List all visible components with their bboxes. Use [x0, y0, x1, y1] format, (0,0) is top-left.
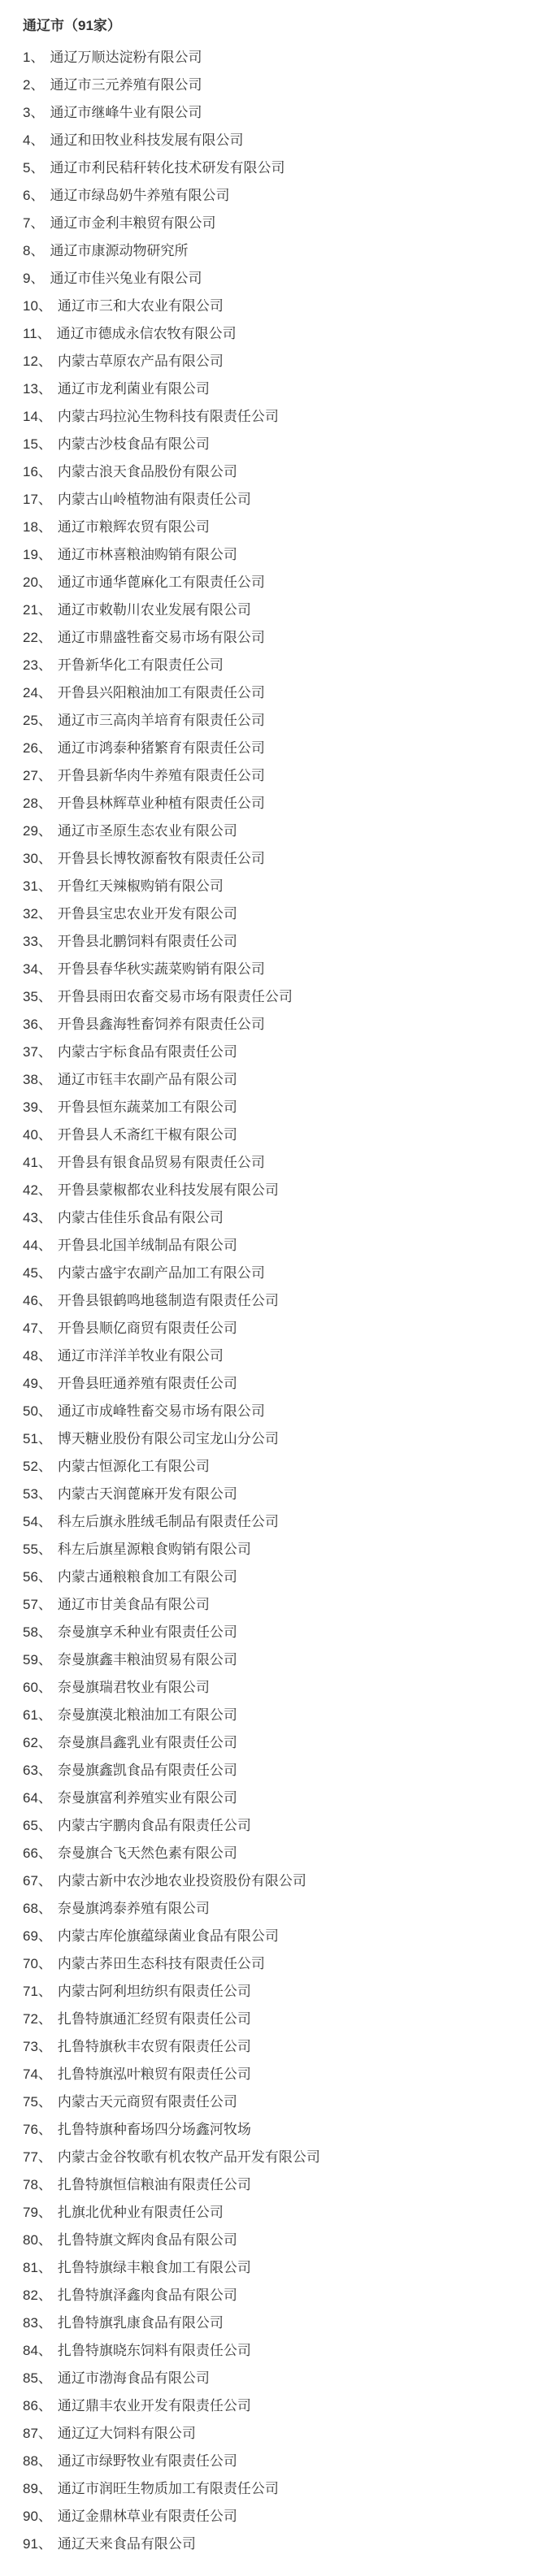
list-item [23, 2503, 530, 2530]
item-number: 36、 [23, 1017, 52, 1032]
item-number: 64、 [23, 1790, 52, 1806]
list-item [23, 596, 530, 624]
list-item [23, 1453, 530, 1481]
item-number: 65、 [23, 1818, 52, 1833]
item-number: 81、 [23, 2260, 52, 2275]
company-name: 通辽市康源动物研究所 [50, 243, 189, 258]
item-number: 25、 [23, 713, 52, 728]
item-number: 38、 [23, 1072, 52, 1087]
list-item [23, 624, 530, 652]
list-item [23, 2254, 530, 2282]
company-name: 扎鲁特旗文辉肉食品有限公司 [57, 2232, 237, 2248]
item-number: 49、 [23, 1376, 52, 1391]
item-number: 66、 [23, 1845, 52, 1861]
company-name: 通辽市龙利菌业有限公司 [57, 381, 210, 397]
item-number: 8、 [23, 243, 45, 258]
list-item [23, 1702, 530, 1729]
list-item [23, 2227, 530, 2254]
item-number: 7、 [23, 215, 45, 231]
item-number: 86、 [23, 2398, 52, 2413]
list-item [23, 2282, 530, 2309]
item-number: 14、 [23, 409, 52, 424]
item-number: 23、 [23, 657, 52, 673]
list-item [23, 652, 530, 679]
company-name: 内蒙古库伦旗蕴绿菌业食品有限公司 [57, 1928, 279, 1944]
list-item [23, 956, 530, 983]
item-number: 31、 [23, 878, 52, 894]
item-number: 32、 [23, 906, 52, 922]
company-name: 内蒙古山岭植物油有限责任公司 [57, 492, 251, 507]
company-name: 内蒙古盛宇农副产品加工有限公司 [57, 1265, 265, 1281]
list-item [23, 2144, 530, 2171]
item-number: 44、 [23, 1238, 52, 1253]
company-name: 奈曼旗富利养殖实业有限公司 [57, 1790, 237, 1806]
item-number: 5、 [23, 160, 45, 176]
item-number: 2、 [23, 77, 45, 93]
item-number: 69、 [23, 1928, 52, 1944]
list-item [23, 1591, 530, 1619]
list-item [23, 1232, 530, 1260]
company-name: 内蒙古玛拉沁生物科技有限责任公司 [57, 409, 279, 424]
item-number: 22、 [23, 630, 52, 645]
company-list [23, 44, 530, 2558]
item-number: 87、 [23, 2426, 52, 2441]
list-item [23, 99, 530, 127]
list-item [23, 1260, 530, 1287]
item-number: 73、 [23, 2039, 52, 2054]
list-item [23, 2171, 530, 2199]
list-item [23, 2006, 530, 2033]
list-item [23, 514, 530, 541]
item-number: 13、 [23, 381, 52, 397]
company-name: 内蒙古浪天食品股份有限公司 [57, 464, 237, 479]
item-number: 48、 [23, 1348, 52, 1364]
company-name: 扎鲁特旗泽鑫肉食品有限公司 [57, 2288, 237, 2303]
company-name: 扎鲁特旗泓叶粮贸有限责任公司 [57, 2066, 251, 2082]
list-item [23, 1315, 530, 1342]
list-item [23, 1619, 530, 1646]
company-name: 开鲁县雨田农畜交易市场有限责任公司 [57, 989, 293, 1004]
item-number: 35、 [23, 989, 52, 1004]
company-name: 通辽市鼎盛牲畜交易市场有限公司 [57, 630, 265, 645]
item-number: 72、 [23, 2011, 52, 2027]
list-item [23, 1950, 530, 1978]
company-name: 内蒙古恒源化工有限公司 [57, 1459, 210, 1474]
item-number: 26、 [23, 740, 52, 756]
company-name: 通辽市利民秸秆转化技术研发有限公司 [50, 160, 285, 176]
company-name: 科左后旗永胜绒毛制品有限责任公司 [57, 1514, 279, 1529]
company-name: 内蒙古天元商贸有限责任公司 [57, 2094, 237, 2110]
item-number: 54、 [23, 1514, 52, 1529]
company-name: 奈曼旗鑫凯食品有限责任公司 [57, 1763, 237, 1778]
item-number: 84、 [23, 2343, 52, 2358]
company-name: 通辽市钰丰农副产品有限公司 [57, 1072, 237, 1087]
company-name: 开鲁县鑫海牲畜饲养有限责任公司 [57, 1017, 265, 1032]
list-item [23, 900, 530, 928]
item-number: 43、 [23, 1210, 52, 1225]
company-name: 开鲁县北鹏饲料有限责任公司 [57, 934, 237, 949]
company-name: 科左后旗星源粮食购销有限公司 [57, 1542, 251, 1557]
page-title: 通辽市（91家） [23, 18, 121, 33]
item-number: 39、 [23, 1099, 52, 1115]
company-name: 内蒙古荞田生态科技有限责任公司 [57, 1956, 265, 1971]
company-name: 奈曼旗漠北粮油加工有限公司 [57, 1707, 237, 1723]
item-number: 70、 [23, 1956, 52, 1971]
item-number: 10、 [23, 298, 52, 314]
company-name: 通辽市敕勒川农业发展有限公司 [57, 602, 251, 618]
list-item [23, 2420, 530, 2448]
list-item [23, 1398, 530, 1425]
item-number: 90、 [23, 2509, 52, 2524]
item-number: 27、 [23, 768, 52, 783]
item-number: 85、 [23, 2370, 52, 2386]
company-name: 内蒙古新中农沙地农业投资股份有限公司 [57, 1873, 306, 1889]
item-number: 16、 [23, 464, 52, 479]
item-number: 42、 [23, 1182, 52, 1198]
company-name: 扎鲁特旗乳康食品有限公司 [57, 2315, 224, 2331]
company-name: 通辽和田牧业科技发展有限公司 [50, 132, 244, 148]
list-item [23, 1757, 530, 1785]
list-item [23, 790, 530, 817]
item-number: 19、 [23, 547, 52, 562]
company-name: 扎鲁特旗秋丰农贸有限责任公司 [57, 2039, 251, 2054]
company-name: 通辽市洋洋羊牧业有限公司 [57, 1348, 224, 1364]
list-item [23, 2199, 530, 2227]
list-item [23, 1011, 530, 1039]
item-number: 80、 [23, 2232, 52, 2248]
item-number: 74、 [23, 2066, 52, 2082]
item-number: 34、 [23, 961, 52, 977]
item-number: 30、 [23, 851, 52, 866]
company-name: 开鲁县北国羊绒制品有限公司 [57, 1238, 237, 1253]
company-name: 内蒙古金谷牧歌有机农牧产品开发有限公司 [57, 2149, 320, 2165]
list-item [23, 44, 530, 72]
item-number: 51、 [23, 1431, 52, 1446]
list-item [23, 1066, 530, 1094]
company-name: 奈曼旗鸿泰养殖有限公司 [57, 1901, 210, 1916]
company-name: 奈曼旗鑫丰粮油贸易有限公司 [57, 1652, 237, 1667]
company-name: 通辽市润旺生物质加工有限责任公司 [57, 2481, 279, 2496]
list-item [23, 1674, 530, 1702]
company-name: 通辽天来食品有限公司 [57, 2536, 196, 2552]
item-number: 67、 [23, 1873, 52, 1889]
item-number: 1、 [23, 50, 45, 65]
company-name: 通辽鼎丰农业开发有限责任公司 [57, 2398, 251, 2413]
list-item [23, 679, 530, 707]
list-item [23, 320, 530, 348]
list-item [23, 1342, 530, 1370]
item-number: 88、 [23, 2453, 52, 2469]
item-number: 56、 [23, 1569, 52, 1585]
item-number: 37、 [23, 1044, 52, 1060]
company-name: 通辽金鼎林草业有限责任公司 [57, 2509, 237, 2524]
company-name: 奈曼旗昌鑫乳业有限责任公司 [57, 1735, 237, 1750]
item-number: 82、 [23, 2288, 52, 2303]
list-item [23, 1840, 530, 1867]
company-name: 通辽市金利丰粮贸有限公司 [50, 215, 216, 231]
list-item [23, 210, 530, 237]
list-item [23, 928, 530, 956]
list-item [23, 1536, 530, 1563]
list-item [23, 1867, 530, 1895]
item-number: 63、 [23, 1763, 52, 1778]
list-item [23, 762, 530, 790]
company-name: 扎鲁特旗绿丰粮食加工有限公司 [57, 2260, 251, 2275]
item-number: 20、 [23, 575, 52, 590]
list-item [23, 1923, 530, 1950]
company-name: 通辽辽大饲料有限公司 [57, 2426, 196, 2441]
item-number: 46、 [23, 1293, 52, 1308]
list-item [23, 1121, 530, 1149]
list-item [23, 1646, 530, 1674]
company-name: 通辽市绿野牧业有限责任公司 [57, 2453, 237, 2469]
company-name: 内蒙古宇标食品有限责任公司 [57, 1044, 237, 1060]
item-number: 61、 [23, 1707, 52, 1723]
item-number: 62、 [23, 1735, 52, 1750]
list-item [23, 1978, 530, 2006]
company-name: 开鲁县春华秋实蔬菜购销有限公司 [57, 961, 265, 977]
list-item [23, 2530, 530, 2558]
company-name: 通辽市佳兴兔业有限公司 [50, 271, 202, 286]
list-item [23, 348, 530, 375]
list-item [23, 1425, 530, 1453]
item-number: 55、 [23, 1542, 52, 1557]
company-name: 通辽市鸿泰种猪繁育有限责任公司 [57, 740, 265, 756]
list-item [23, 72, 530, 99]
list-item [23, 2392, 530, 2420]
list-item [23, 265, 530, 293]
company-name: 开鲁红天辣椒购销有限公司 [57, 878, 224, 894]
company-name: 博天糖业股份有限公司宝龙山分公司 [57, 1431, 279, 1446]
company-name: 扎鲁特旗通汇经贸有限责任公司 [57, 2011, 251, 2027]
list-item [23, 1370, 530, 1398]
company-name: 内蒙古阿利坦纺织有限责任公司 [57, 1984, 251, 1999]
item-number: 50、 [23, 1403, 52, 1419]
company-name: 通辽市绿岛奶牛养殖有限公司 [50, 188, 230, 203]
item-number: 75、 [23, 2094, 52, 2110]
item-number: 17、 [23, 492, 52, 507]
list-item [23, 403, 530, 431]
list-item [23, 431, 530, 458]
list-item [23, 845, 530, 873]
company-name: 扎鲁特旗恒信粮油有限责任公司 [57, 2177, 251, 2192]
company-name: 扎鲁特旗种畜场四分场鑫河牧场 [57, 2122, 251, 2137]
item-number: 18、 [23, 519, 52, 535]
company-name: 内蒙古天润蓖麻开发有限公司 [57, 1486, 237, 1502]
list-item [23, 2088, 530, 2116]
list-item [23, 1812, 530, 1840]
company-name: 通辽市粮辉农贸有限公司 [57, 519, 210, 535]
list-item [23, 2061, 530, 2088]
list-item [23, 1039, 530, 1066]
list-item [23, 1287, 530, 1315]
list-item [23, 983, 530, 1011]
company-name: 内蒙古佳佳乐食品有限公司 [57, 1210, 224, 1225]
list-item [23, 127, 530, 154]
company-name: 通辽市林喜粮油购销有限公司 [57, 547, 237, 562]
list-item [23, 817, 530, 845]
item-number: 53、 [23, 1486, 52, 1502]
item-number: 29、 [23, 823, 52, 839]
company-name: 开鲁县恒东蔬菜加工有限公司 [57, 1099, 237, 1115]
list-item [23, 1508, 530, 1536]
item-number: 45、 [23, 1265, 52, 1281]
company-name: 通辽市三元养殖有限公司 [50, 77, 202, 93]
item-number: 24、 [23, 685, 52, 700]
item-number: 28、 [23, 796, 52, 811]
item-number: 21、 [23, 602, 52, 618]
list-item [23, 2309, 530, 2337]
list-item [23, 2475, 530, 2503]
company-name: 内蒙古宇鹏肉食品有限责任公司 [57, 1818, 251, 1833]
company-name: 开鲁县林辉草业种植有限责任公司 [57, 796, 265, 811]
company-name: 开鲁县新华肉牛养殖有限责任公司 [57, 768, 265, 783]
list-item [23, 2448, 530, 2475]
company-name: 开鲁县宝忠农业开发有限公司 [57, 906, 237, 922]
list-item [23, 2337, 530, 2365]
item-number: 71、 [23, 1984, 52, 1999]
item-number: 79、 [23, 2205, 52, 2220]
list-item [23, 458, 530, 486]
company-name: 通辽市三高肉羊培育有限责任公司 [57, 713, 265, 728]
item-number: 9、 [23, 271, 45, 286]
item-number: 91、 [23, 2536, 52, 2552]
company-name: 开鲁县旺通养殖有限责任公司 [57, 1376, 237, 1391]
company-name: 通辽市德成永信农牧有限公司 [56, 326, 237, 341]
list-item [23, 1094, 530, 1121]
item-number: 89、 [23, 2481, 52, 2496]
item-number: 58、 [23, 1624, 52, 1640]
company-name: 扎鲁特旗晓东饲料有限责任公司 [57, 2343, 251, 2358]
company-name: 通辽市成峰牲畜交易市场有限公司 [57, 1403, 265, 1419]
item-number: 78、 [23, 2177, 52, 2192]
company-name: 开鲁县顺亿商贸有限责任公司 [57, 1321, 237, 1336]
list-item [23, 2116, 530, 2144]
list-item [23, 2365, 530, 2392]
company-name: 开鲁县人禾斋红干椒有限公司 [57, 1127, 237, 1143]
company-name: 开鲁县兴阳粮油加工有限责任公司 [57, 685, 265, 700]
item-number: 57、 [23, 1597, 52, 1612]
list-item [23, 375, 530, 403]
company-name: 通辽万顺达淀粉有限公司 [50, 50, 202, 65]
company-name: 扎旗北优种业有限责任公司 [57, 2205, 224, 2220]
item-number: 77、 [23, 2149, 52, 2165]
list-item [23, 1785, 530, 1812]
item-number: 68、 [23, 1901, 52, 1916]
list-item [23, 1204, 530, 1232]
list-item [23, 1729, 530, 1757]
company-name: 开鲁县有银食品贸易有限责任公司 [57, 1155, 265, 1170]
item-number: 4、 [23, 132, 45, 148]
item-number: 47、 [23, 1321, 52, 1336]
company-name: 通辽市继峰牛业有限公司 [50, 105, 202, 120]
item-number: 41、 [23, 1155, 52, 1170]
list-item [23, 735, 530, 762]
item-number: 59、 [23, 1652, 52, 1667]
item-number: 60、 [23, 1680, 52, 1695]
list-item [23, 1481, 530, 1508]
company-name: 通辽市通华蓖麻化工有限责任公司 [57, 575, 265, 590]
item-number: 33、 [23, 934, 52, 949]
item-number: 40、 [23, 1127, 52, 1143]
company-name: 内蒙古沙枝食品有限公司 [57, 436, 210, 452]
list-item [23, 486, 530, 514]
company-name: 内蒙古草原农产品有限公司 [57, 353, 224, 369]
list-item [23, 293, 530, 320]
list-item [23, 1177, 530, 1204]
list-item [23, 873, 530, 900]
company-name: 开鲁县蒙椒都农业科技发展有限公司 [57, 1182, 279, 1198]
item-number: 83、 [23, 2315, 52, 2331]
list-item [23, 182, 530, 210]
list-item [23, 1895, 530, 1923]
company-name: 通辽市甘美食品有限公司 [57, 1597, 210, 1612]
company-name: 开鲁新华化工有限责任公司 [57, 657, 224, 673]
list-item [23, 1149, 530, 1177]
item-number: 76、 [23, 2122, 52, 2137]
list-item [23, 154, 530, 182]
list-item [23, 569, 530, 596]
company-name: 奈曼旗享禾种业有限责任公司 [57, 1624, 237, 1640]
item-number: 6、 [23, 188, 45, 203]
item-number: 52、 [23, 1459, 52, 1474]
company-name: 通辽市三和大农业有限公司 [57, 298, 224, 314]
company-name: 开鲁县长博牧源畜牧有限责任公司 [57, 851, 265, 866]
item-number: 3、 [23, 105, 45, 120]
list-item [23, 237, 530, 265]
item-number: 11、 [23, 326, 51, 341]
item-number: 15、 [23, 436, 52, 452]
list-item [23, 1563, 530, 1591]
company-name: 开鲁县银鹤鸣地毯制造有限责任公司 [57, 1293, 279, 1308]
company-name: 奈曼旗合飞天然色素有限公司 [57, 1845, 237, 1861]
item-number: 12、 [23, 353, 52, 369]
company-name: 奈曼旗瑞君牧业有限公司 [57, 1680, 210, 1695]
list-item [23, 541, 530, 569]
list-item [23, 2033, 530, 2061]
company-name: 内蒙古通粮粮食加工有限公司 [57, 1569, 237, 1585]
company-name: 通辽市圣原生态农业有限公司 [57, 823, 237, 839]
list-item [23, 707, 530, 735]
company-name: 通辽市渤海食品有限公司 [57, 2370, 210, 2386]
